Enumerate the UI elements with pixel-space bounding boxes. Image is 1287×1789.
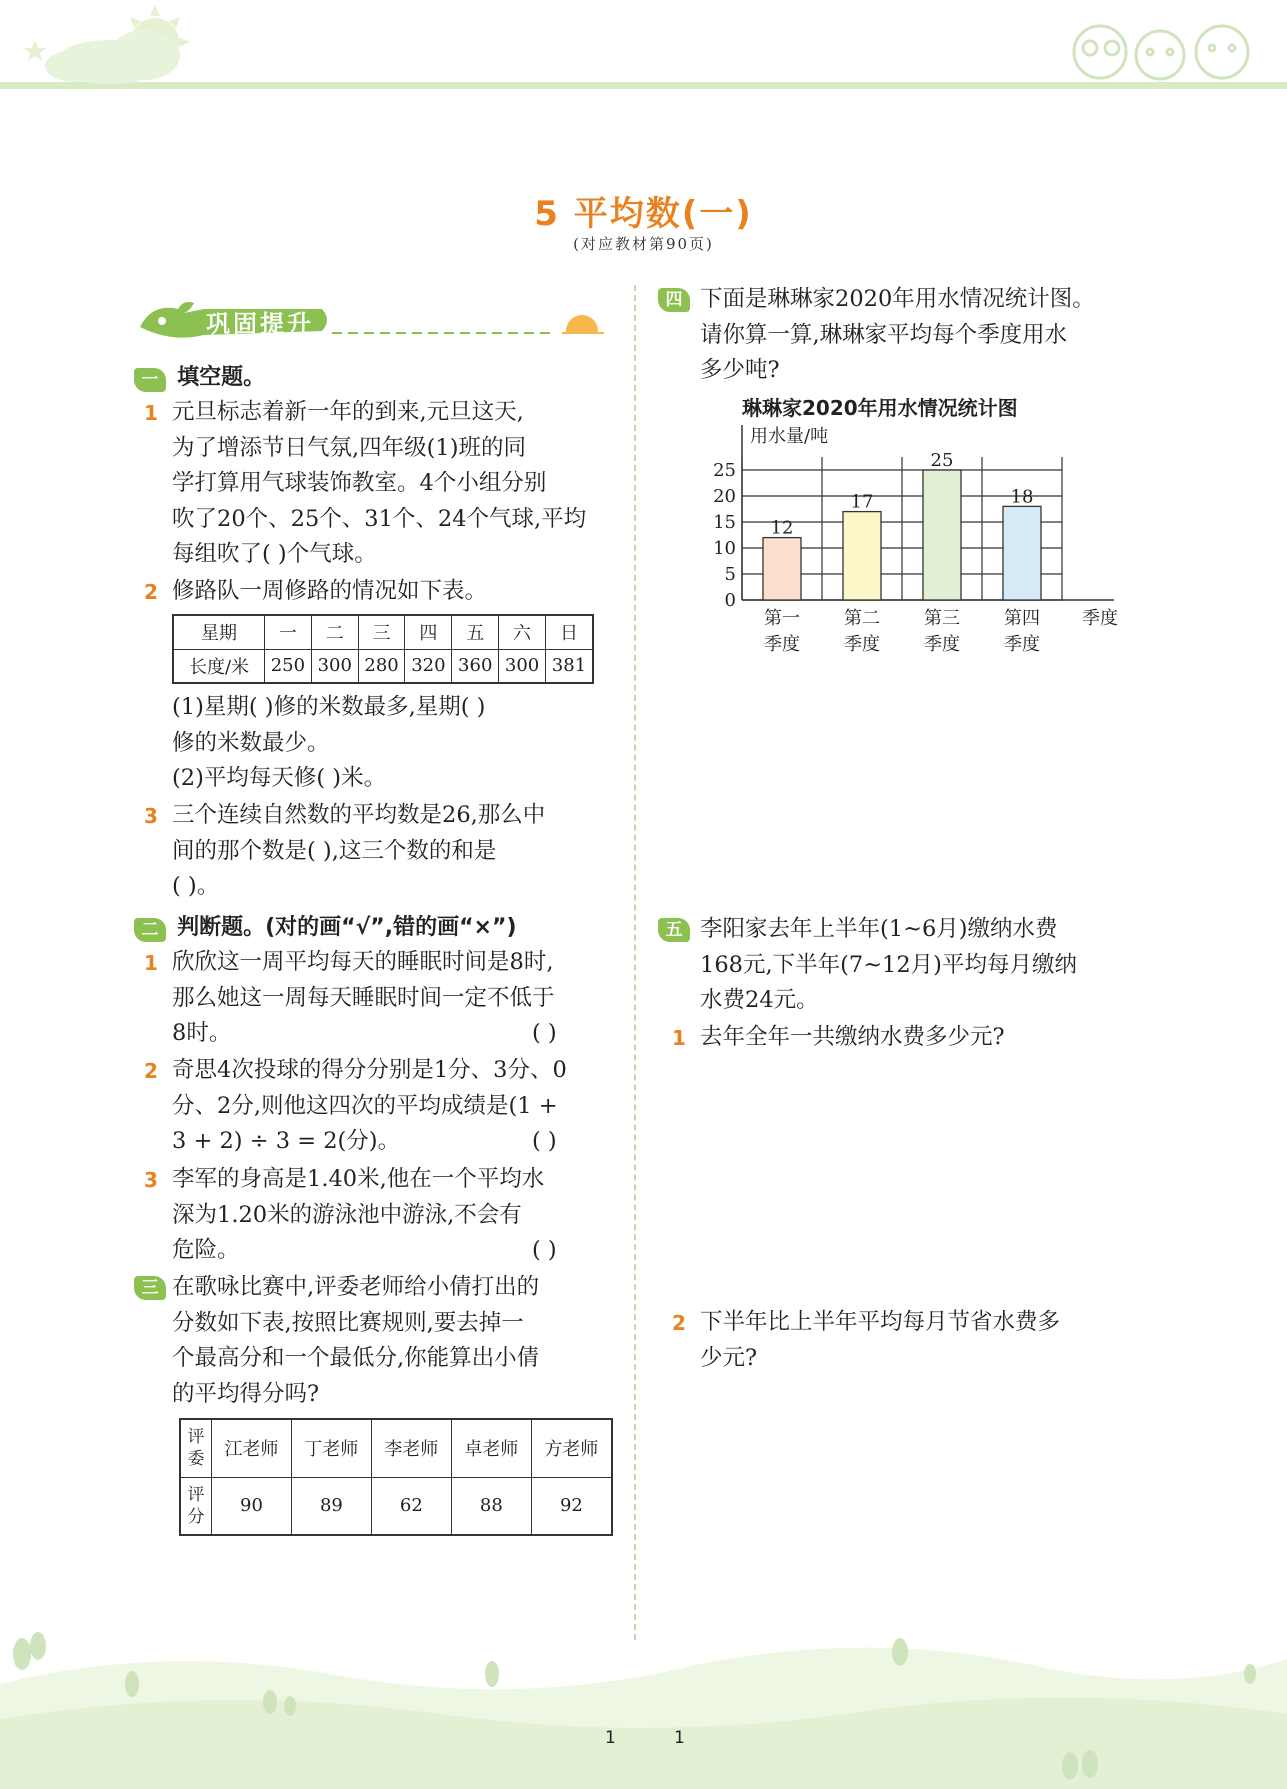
section5-badge: 五 xyxy=(658,918,690,942)
s5-q2-number: 2 xyxy=(672,1311,686,1335)
s1-q1-text: 元旦标志着新一年的到来,元旦这天, 为了增添节日气氛,四年级(1)班的同 学打算用气球装饰教室。4个小组分别 吹了20个、25个、31个、24个气球,平均 每组吹了( )个气球。 xyxy=(172,399,587,567)
s2-q2-answer-box[interactable]: ( ) xyxy=(532,1128,557,1154)
table-row: 星期 一 二 三 四 五 六 日 xyxy=(173,615,593,649)
s4-text: 下面是琳琳家2020年用水情况统计图。 请你算一算,琳琳家平均每个季度用水 多少吨? xyxy=(700,286,1095,383)
data-label: 25 xyxy=(930,450,954,471)
y-tick-label: 15 xyxy=(713,512,736,533)
x-tick-label: 季度 xyxy=(1004,634,1040,655)
bar xyxy=(843,512,881,600)
animal-faces-icon xyxy=(1074,26,1248,79)
x-tick-label: 第二 xyxy=(844,608,880,629)
page-subtitle: (对应教材第90页) xyxy=(573,235,714,253)
x-tick-label: 季度 xyxy=(764,634,800,655)
road-repair-table xyxy=(172,614,594,684)
s1-q3-number: 3 xyxy=(144,804,158,828)
bar xyxy=(923,470,961,600)
s2-q1-answer-box[interactable]: ( ) xyxy=(532,1020,557,1046)
table-row: 评委 江老师 丁老师 李老师 卓老师 方老师 xyxy=(180,1419,612,1477)
data-label: 12 xyxy=(770,517,794,539)
page-number-left: 1 xyxy=(605,1728,616,1748)
y-axis-label: 用水量/吨 xyxy=(750,426,829,447)
section3-badge: 三 xyxy=(134,1276,166,1300)
section2-badge: 二 xyxy=(134,918,166,942)
section1-badge: 一 xyxy=(134,368,166,392)
header-decoration xyxy=(0,0,1287,110)
s1-q2-intro: 修路队一周修路的情况如下表。 xyxy=(172,578,488,604)
section-banner xyxy=(132,295,612,345)
x-tick-label: 第三 xyxy=(924,608,960,629)
y-tick-label: 0 xyxy=(724,590,736,611)
x-tick-label: 第一 xyxy=(764,608,800,629)
s2-q3-answer-box[interactable]: ( ) xyxy=(532,1237,557,1263)
chart-title: 琳琳家2020年用水情况统计图 xyxy=(742,396,1018,420)
star-icon xyxy=(24,40,46,61)
x-axis-label: 季度 xyxy=(1082,608,1118,629)
s2-q2-text: 奇思4次投球的得分分别是1分、3分、0 分、2分,则他这四次的平均成绩是(1 + 3 + 2) ÷ 3 = 2(分)。 xyxy=(172,1057,567,1154)
s1-q1-number: 1 xyxy=(144,401,158,425)
y-tick-label: 10 xyxy=(713,538,736,559)
s2-q3-text: 李军的身高是1.40米,他在一个平均水 深为1.20米的游泳池中游泳,不会有 危险。 xyxy=(172,1166,545,1263)
cloud-icon xyxy=(45,30,180,84)
s2-q3-number: 3 xyxy=(144,1168,158,1192)
y-tick-label: 5 xyxy=(724,564,736,585)
s1-q3-text: 三个连续自然数的平均数是26,那么中 间的那个数是( ),这三个数的和是 ( )。 xyxy=(172,802,546,899)
s5-text: 李阳家去年上半年(1~6月)缴纳水费 168元,下半年(7~12月)平均每月缴纳 水费24元。 xyxy=(700,916,1077,1013)
y-tick-label: 20 xyxy=(713,486,736,507)
s5-q1-number: 1 xyxy=(672,1026,686,1050)
section1-header xyxy=(134,360,265,392)
data-label: 18 xyxy=(1010,486,1034,508)
judge-score-table xyxy=(179,1418,613,1536)
page-number-right: 1 xyxy=(674,1728,685,1748)
column-divider xyxy=(634,285,636,1640)
data-label: 17 xyxy=(850,491,874,513)
section1-heading: 填空题。 xyxy=(177,365,266,390)
s3-text: 在歌咏比赛中,评委老师给小倩打出的 分数如下表,按照比赛规则,要去掉一 个最高分和一个最低分,你能算出小倩 的平均得分吗? xyxy=(172,1274,540,1407)
page-title: 5 平均数(一) xyxy=(534,194,753,234)
section4-badge: 四 xyxy=(658,288,690,312)
section2-heading: 判断题。(对的画“√”,错的画“×”) xyxy=(177,915,517,940)
bar xyxy=(763,538,801,600)
x-tick-label: 第四 xyxy=(1004,608,1040,629)
banner-label: 巩固提升 xyxy=(206,310,314,338)
s5-q2-text: 下半年比上半年平均每月节省水费多 少元? xyxy=(700,1309,1061,1371)
y-tick-label: 25 xyxy=(713,460,736,481)
bar xyxy=(1003,506,1041,600)
s2-q2-number: 2 xyxy=(144,1059,158,1083)
section2-header xyxy=(134,910,517,942)
table-row: 长度/米 250 300 280 320 360 300 381 xyxy=(173,649,593,683)
footer-landscape xyxy=(0,1614,1287,1789)
x-tick-label: 季度 xyxy=(924,634,960,655)
s5-q1-text: 去年全年一共缴纳水费多少元? xyxy=(700,1024,1005,1050)
x-tick-label: 季度 xyxy=(844,634,880,655)
s1-q2-text: (1)星期( )修的米数最多,星期( ) 修的米数最少。 (2)平均每天修( )米。 xyxy=(172,694,486,791)
s2-q1-text: 欣欣这一周平均每天的睡眠时间是8时, 那么她这一周每天睡眠时间一定不低于 8时。 xyxy=(172,949,555,1046)
s1-q2-number: 2 xyxy=(144,580,158,604)
s2-q1-number: 1 xyxy=(144,951,158,975)
water-usage-bar-chart xyxy=(690,415,1160,665)
table-row: 评分 90 89 62 88 92 xyxy=(180,1477,612,1535)
